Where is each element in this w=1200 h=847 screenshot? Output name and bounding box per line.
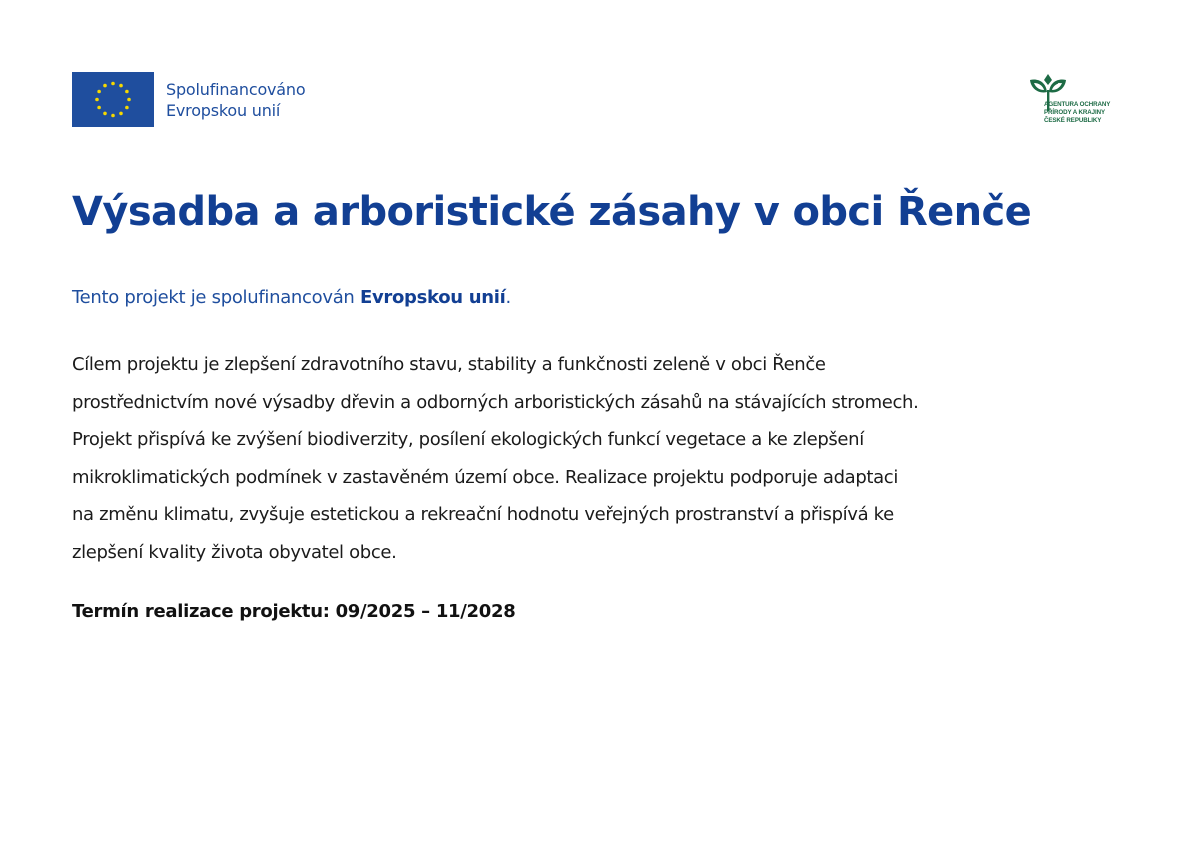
agency-text-line2: PŘÍRODY A KRAJINY <box>1044 109 1105 116</box>
description-line: na změnu klimatu, zvyšuje estetickou a rekreační hodnotu veřejných prostranství a přispívá ke <box>72 504 894 525</box>
cofunding-statement <box>72 284 511 312</box>
agency-logo-text <box>1044 101 1110 125</box>
page-title: Výsadba a arboristické zásahy v obci Řenče <box>72 189 1032 235</box>
eu-cofunding-logo <box>72 72 305 127</box>
description-line: prostřednictvím nové výsadby dřevin a odborných arboristických zásahů na stávajících stromech. <box>72 391 919 413</box>
cofunding-statement-bold: Evropskou unií <box>359 287 506 308</box>
cofunding-statement-prefix: Tento projekt je spolufinancován <box>72 287 360 308</box>
eu-cofunding-text <box>166 79 305 121</box>
project-description <box>72 346 1152 571</box>
eu-text-line2: Evropskou unií <box>166 100 281 120</box>
description-line: zlepšení kvality života obyvatel obce. <box>72 541 397 563</box>
description-line: mikroklimatických podmínek v zastavěném území obce. Realizace projektu podporuje adaptaci <box>72 466 898 488</box>
agency-text-line3: ČESKÉ REPUBLIKY <box>1044 117 1102 124</box>
description-line: Cílem projektu je zlepšení zdravotního stavu, stability a funkčnosti zeleně v obci Řenče <box>72 354 826 375</box>
agency-text-line1: AGENTURA OCHRANY <box>1044 101 1111 108</box>
cofunding-statement-suffix: . <box>505 287 511 308</box>
eu-text-line1: Spolufinancováno <box>166 79 306 99</box>
description-line: Projekt přispívá ke zvýšení biodiverzity, posílení ekologických funkcí vegetace a ke zlepšení <box>72 429 864 450</box>
project-term: Termín realizace projektu: 09/2025 – 11/2028 <box>72 601 516 622</box>
eu-flag-icon <box>72 72 154 127</box>
